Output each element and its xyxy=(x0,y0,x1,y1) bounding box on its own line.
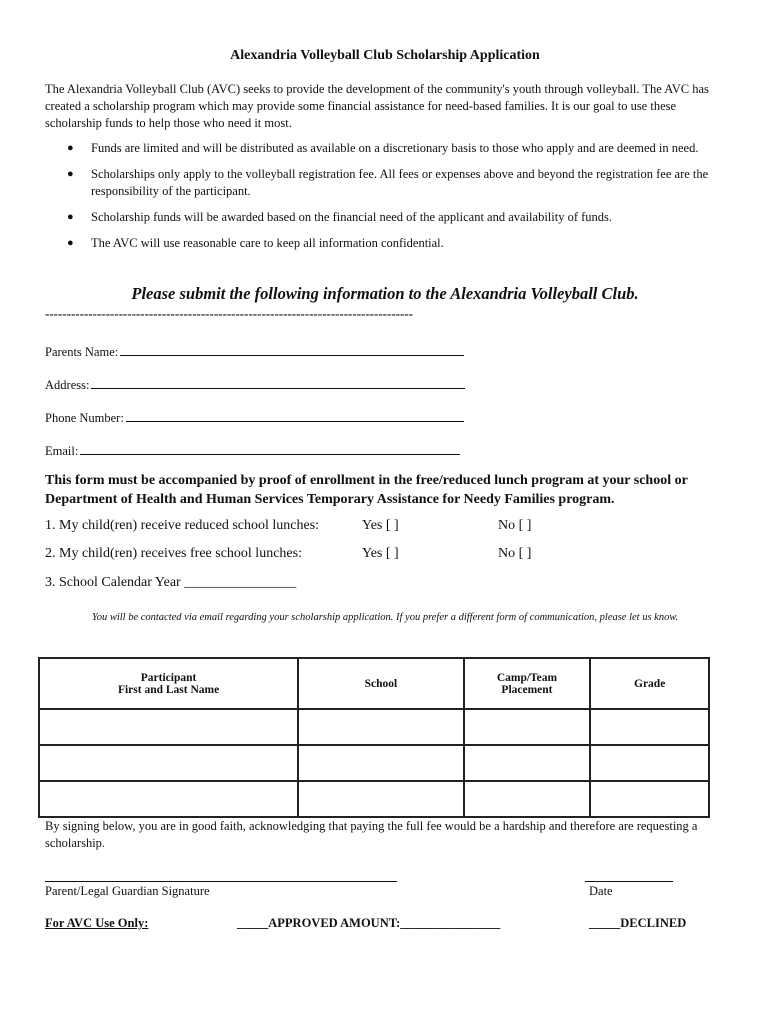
col-camp-team: Camp/Team Placement xyxy=(464,658,591,709)
signature-line[interactable] xyxy=(45,881,397,882)
col-participant: Participant First and Last Name xyxy=(39,658,298,709)
table-row xyxy=(39,781,709,817)
bullet-icon: ● xyxy=(67,211,74,223)
email-label: Email: xyxy=(45,444,79,458)
submit-heading: Please submit the following information to the Alexandria Volleyball Club. xyxy=(131,284,639,303)
declined-field[interactable]: _____DECLINED xyxy=(589,916,687,930)
question-reduced-lunch: 1. My child(ren) receive reduced school lunches: xyxy=(45,518,320,533)
table-cell[interactable] xyxy=(39,709,298,745)
enrollment-notice: This form must be accompanied by proof of enrollment in the free/reduced lunch program at your school or Department of Health and Human Services Temporary Assistance for Needy Families program. xyxy=(45,473,688,507)
free-no-checkbox[interactable]: No [ ] xyxy=(498,546,532,561)
table-header-row xyxy=(39,658,709,709)
table-row xyxy=(39,709,709,745)
question-free-lunch: 2. My child(ren) receives free school lunches: xyxy=(45,546,302,561)
list-item: ● The AVC will use reasonable care to keep all information confidential. xyxy=(67,236,444,250)
table-cell[interactable] xyxy=(464,745,591,781)
avc-use-label: For AVC Use Only: xyxy=(45,916,149,930)
phone-label: Phone Number: xyxy=(45,411,124,425)
date-line[interactable] xyxy=(585,881,673,882)
bullet-icon: ● xyxy=(67,237,74,249)
address-field[interactable] xyxy=(45,377,465,393)
reduced-no-checkbox[interactable]: No [ ] xyxy=(498,518,532,533)
table-cell[interactable] xyxy=(39,781,298,817)
parents-name-line[interactable] xyxy=(120,344,464,356)
free-yes-checkbox[interactable]: Yes [ ] xyxy=(362,546,399,561)
address-line[interactable] xyxy=(91,377,465,389)
list-item: ● Scholarships only apply to the volleyball registration fee. All fees or expenses above and beyond the registration fee are the responsibility of the participant. xyxy=(67,167,709,198)
table-cell[interactable] xyxy=(590,709,709,745)
phone-field[interactable] xyxy=(45,410,464,426)
table-cell[interactable] xyxy=(39,745,298,781)
email-line[interactable] xyxy=(80,443,460,455)
table-cell[interactable] xyxy=(298,745,463,781)
table-cell[interactable] xyxy=(298,781,463,817)
table-row xyxy=(39,745,709,781)
contact-note: You will be contacted via email regarding your scholarship application. If you prefer a different form of communication, please let us know. xyxy=(91,612,679,623)
date-label: Date xyxy=(589,884,613,898)
approved-amount-field[interactable]: _____APPROVED AMOUNT:________________ xyxy=(237,916,501,930)
conditions-list xyxy=(45,140,725,261)
signature-label: Parent/Legal Guardian Signature xyxy=(45,884,210,898)
list-item: ● Scholarship funds will be awarded based on the financial need of the applicant and availability of funds. xyxy=(67,210,613,224)
parents-name-field[interactable] xyxy=(45,344,464,360)
table-cell[interactable] xyxy=(298,709,463,745)
bullet-icon: ● xyxy=(67,142,74,154)
calendar-year-field[interactable]: 3. School Calendar Year ________________ xyxy=(45,575,297,590)
list-item: ● Funds are limited and will be distributed as available on a discretionary basis to those who apply and are deemed in need. xyxy=(67,141,699,155)
dash-divider: ------------------------------------------------------------------------------------- xyxy=(45,306,413,321)
parents-name-label: Parents Name: xyxy=(45,345,119,359)
address-label: Address: xyxy=(45,378,90,392)
form-title: Alexandria Volleyball Club Scholarship Application xyxy=(230,48,540,63)
table-cell[interactable] xyxy=(590,745,709,781)
col-school: School xyxy=(298,658,463,709)
col-grade: Grade xyxy=(590,658,709,709)
phone-line[interactable] xyxy=(126,410,464,422)
bullet-icon: ● xyxy=(67,168,74,180)
table-cell[interactable] xyxy=(464,781,591,817)
table-cell[interactable] xyxy=(590,781,709,817)
participant-table xyxy=(38,657,710,818)
intro-paragraph: The Alexandria Volleyball Club (AVC) seeks to provide the development of the community's youth through volleyball. The AVC has created a scholarship program which may provide some financial assistance for need-based families. It is our goal to use these scholarship funds to help those who need it most. xyxy=(45,82,709,130)
table-cell[interactable] xyxy=(464,709,591,745)
signing-statement: By signing below, you are in good faith, acknowledging that paying the full fee would be a hardship and therefore are requesting a scholarship. xyxy=(45,819,698,850)
reduced-yes-checkbox[interactable]: Yes [ ] xyxy=(362,518,399,533)
email-field[interactable] xyxy=(45,443,460,459)
